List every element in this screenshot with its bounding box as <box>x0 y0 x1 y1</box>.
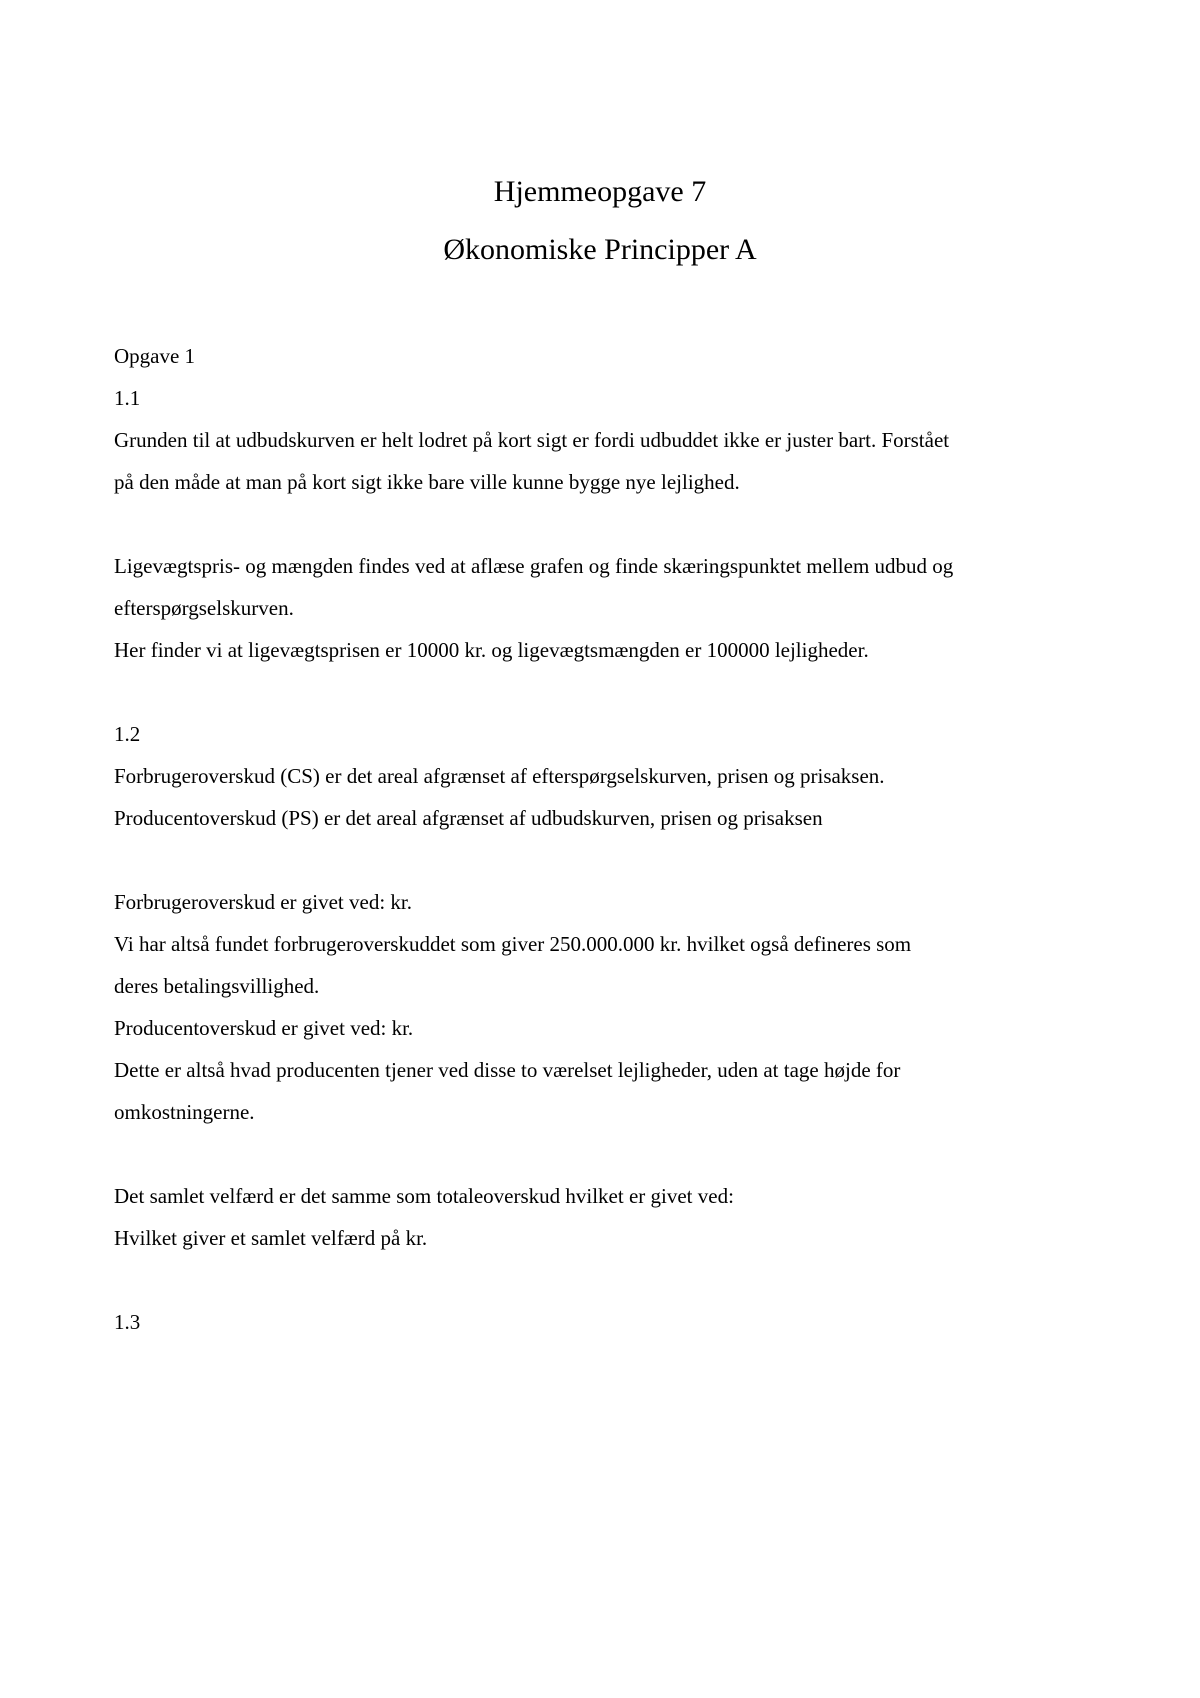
section-number-1-1: 1.1 <box>114 386 141 410</box>
text-line: omkostningerne. <box>114 1100 255 1124</box>
section-number-1-3: 1.3 <box>114 1310 141 1334</box>
text-line: Forbrugeroverskud (CS) er det areal afgrænset af efterspørgselskurven, prisen og prisaksen. <box>114 764 885 788</box>
text-line: efterspørgselskurven. <box>114 596 294 620</box>
section-heading-opgave-1: Opgave 1 <box>114 344 196 368</box>
text-line: deres betalingsvillighed. <box>114 974 320 998</box>
document-subtitle: Økonomiske Principper A <box>443 233 757 266</box>
text-line: Producentoverskud er givet ved: kr. <box>114 1016 414 1040</box>
text-line: Dette er altså hvad producenten tjener ved disse to værelset lejligheder, uden at tage højde for <box>114 1058 901 1082</box>
text-line: Ligevægtspris- og mængden findes ved at aflæse grafen og finde skæringspunktet mellem udbud og <box>114 554 954 578</box>
text-line: Forbrugeroverskud er givet ved: kr. <box>114 890 413 914</box>
text-line: Hvilket giver et samlet velfærd på kr. <box>114 1226 428 1250</box>
section-number-1-2: 1.2 <box>114 722 141 746</box>
text-line: på den måde at man på kort sigt ikke bare ville kunne bygge nye lejlighed. <box>114 470 740 494</box>
text-line: Her finder vi at ligevægtsprisen er 10000 kr. og ligevægtsmængden er 100000 lejligheder. <box>114 638 869 662</box>
document-title: Hjemmeopgave 7 <box>493 175 707 208</box>
text-line: Det samlet velfærd er det samme som totaleoverskud hvilket er givet ved: <box>114 1184 734 1208</box>
text-line: Vi har altså fundet forbrugeroverskuddet som giver 250.000.000 kr. hvilket også defineres som <box>114 932 912 956</box>
text-line: Grunden til at udbudskurven er helt lodret på kort sigt er fordi udbuddet ikke er juster bart. Forstået <box>114 428 950 452</box>
text-line: Producentoverskud (PS) er det areal afgrænset af udbudskurven, prisen og prisaksen <box>114 806 823 830</box>
